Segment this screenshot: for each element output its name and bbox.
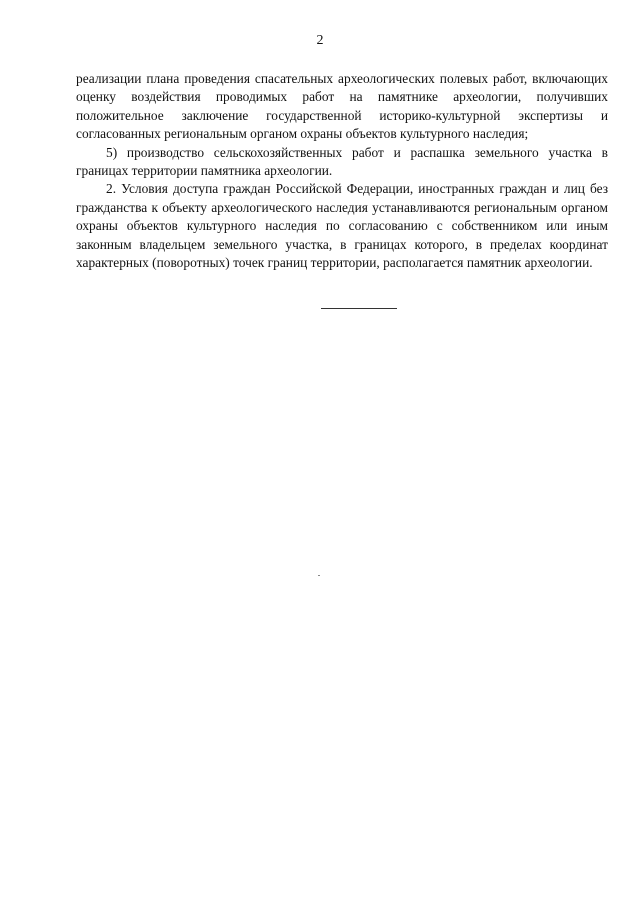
scan-speck <box>318 575 320 576</box>
page-number: 2 <box>316 33 324 48</box>
paragraph-item-5: 5) производство сельскохозяйственных работ и распашка земельного участка в границах территории памятника археологии. <box>76 144 608 179</box>
end-of-text-rule <box>321 308 397 309</box>
paragraph-continuation: реализации плана проведения спасательных археологических полевых работ, включающих оценку воздействия проводимых работ на памятнике археологии, получивших положительное заключение государственной историко-культурной экспертизы и согласованных региональным органом охраны объектов культурного наследия; <box>76 71 608 142</box>
document-body <box>76 70 608 272</box>
paragraph-item-2: 2. Условия доступа граждан Российской Федерации, иностранных граждан и лиц без гражданства к объекту археологического наследия устанавливаются региональным органом охраны объектов культурного наследия по согласованию с собственником или иным законным владельцем земельного участка, в границах которого, в пределах координат характерных (поворотных) точек границ территории, располагается памятник археологии. <box>76 181 608 271</box>
